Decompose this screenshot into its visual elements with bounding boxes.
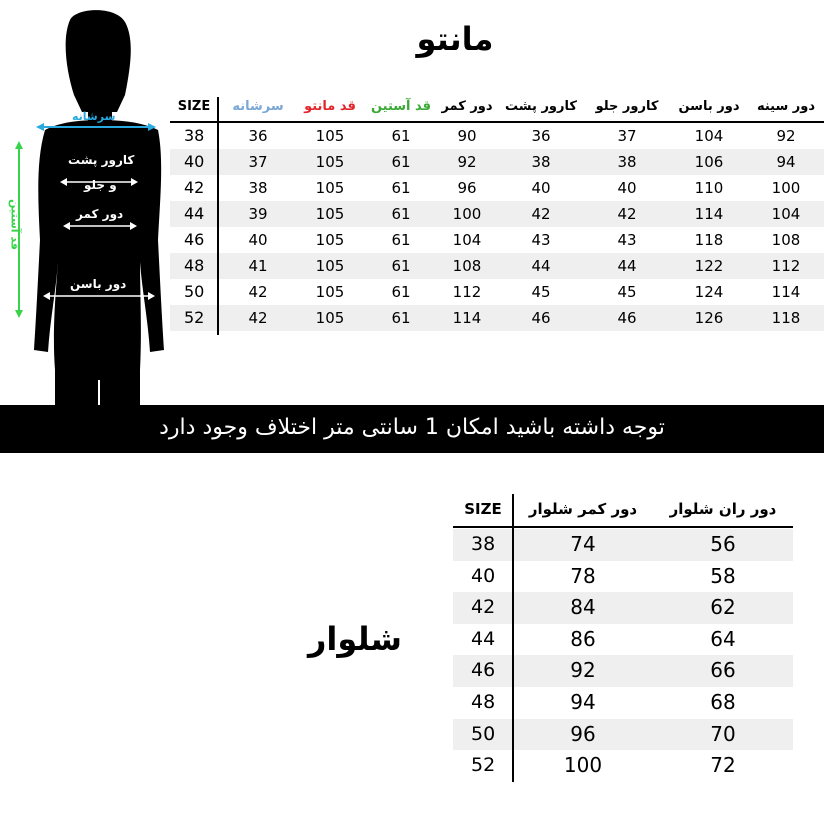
manto-column-header: سرشانه [232, 99, 284, 114]
table-cell: 42 [248, 283, 268, 301]
table-row [453, 655, 793, 687]
table-cell: 43 [617, 231, 637, 249]
table-cell: 94 [570, 690, 596, 714]
table-cell: 105 [315, 257, 345, 275]
sleeve-label: قد آستین [8, 199, 22, 250]
table-cell: 38 [617, 153, 637, 171]
table-cell: 58 [710, 563, 736, 588]
table-cell: 86 [570, 626, 596, 651]
manto-size-header: SIZE [177, 99, 211, 114]
table-row [170, 279, 824, 305]
table-cell: 92 [570, 658, 596, 683]
table-cell: 61 [391, 283, 411, 301]
table-cell: 61 [391, 205, 411, 223]
shoulder-label: سرشانه [72, 110, 116, 123]
table-cell: 41 [248, 257, 268, 275]
table-row [170, 305, 824, 331]
table-cell: 61 [391, 309, 411, 327]
size-cell: 44 [184, 204, 205, 223]
table-cell: 45 [531, 283, 551, 301]
hip-label: دور باسن [70, 277, 127, 291]
manto-column-header: قد آستین [370, 99, 432, 114]
table-cell: 105 [315, 179, 345, 197]
manto-column-header: دور کمر [441, 99, 493, 114]
table-cell: 68 [710, 690, 736, 714]
table-cell: 46 [531, 309, 551, 327]
shalvar-column-header: دور ران شلوار [669, 500, 777, 518]
table-cell: 78 [570, 563, 596, 588]
table-cell: 36 [248, 127, 268, 145]
table-row [453, 719, 793, 751]
size-cell: 48 [471, 691, 496, 713]
table-cell: 61 [391, 153, 411, 171]
table-cell: 70 [710, 721, 736, 746]
size-cell: 48 [184, 256, 205, 275]
table-cell: 90 [457, 127, 477, 145]
table-cell: 39 [248, 205, 268, 223]
shalvar-size-header: SIZE [464, 500, 502, 518]
manto-column-header: دور سینه [756, 99, 816, 114]
table-cell: 64 [710, 626, 736, 651]
table-cell: 37 [248, 153, 268, 171]
size-cell: 52 [184, 308, 205, 327]
table-cell: 105 [315, 153, 345, 171]
table-cell: 84 [570, 595, 596, 620]
notice-text: توجه داشته باشید امکان 1 سانتی متر اختلاف وجود دارد [159, 415, 665, 440]
manto-column-header: کارور پشت [505, 99, 577, 114]
table-cell: 66 [710, 658, 736, 683]
table-cell: 114 [452, 309, 482, 327]
table-cell: 43 [531, 231, 551, 249]
carver-label-2: و جلو [84, 178, 117, 192]
table-cell: 108 [452, 257, 482, 275]
table-cell: 100 [452, 205, 482, 223]
table-row [170, 201, 824, 227]
table-cell: 104 [452, 231, 482, 249]
table-cell: 96 [457, 179, 477, 197]
table-cell: 92 [457, 153, 477, 171]
table-cell: 56 [710, 532, 736, 556]
table-row [170, 175, 824, 201]
manto-vertical-rule [217, 97, 219, 335]
table-cell: 40 [248, 231, 268, 249]
manto-column-header: قد مانتو [304, 99, 356, 114]
table-cell: 110 [694, 179, 724, 197]
table-cell: 104 [771, 205, 801, 223]
table-cell: 114 [771, 283, 801, 301]
table-row [170, 227, 824, 253]
table-cell: 124 [694, 283, 724, 301]
table-cell: 112 [771, 257, 801, 275]
table-row [453, 561, 793, 593]
table-cell: 38 [248, 179, 268, 197]
table-cell: 61 [391, 127, 411, 145]
size-cell: 52 [471, 754, 496, 777]
table-cell: 105 [315, 205, 345, 223]
table-cell: 100 [771, 179, 801, 197]
table-cell: 45 [617, 283, 637, 301]
table-row [453, 750, 793, 782]
table-cell: 61 [391, 257, 411, 275]
table-cell: 61 [391, 231, 411, 249]
shalvar-vertical-rule [512, 494, 514, 782]
manto-title: مانتو [416, 20, 494, 58]
size-cell: 42 [471, 596, 496, 619]
table-cell: 42 [248, 309, 268, 327]
shalvar-column-header: دور کمر شلوار [528, 500, 638, 518]
table-cell: 112 [452, 283, 482, 301]
table-cell: 42 [531, 205, 551, 223]
waist-label: دور کمر [76, 207, 124, 221]
table-row [453, 592, 793, 624]
manto-column-header: کارور جلو [595, 99, 659, 114]
table-cell: 42 [617, 205, 637, 223]
size-cell: 50 [184, 282, 205, 301]
table-cell: 61 [391, 179, 411, 197]
table-cell: 108 [771, 231, 801, 249]
table-cell: 40 [531, 179, 551, 197]
table-cell: 37 [617, 127, 637, 145]
table-cell: 44 [617, 257, 637, 275]
table-cell: 105 [315, 231, 345, 249]
table-cell: 126 [694, 309, 724, 327]
table-cell: 122 [694, 257, 724, 275]
table-cell: 92 [776, 127, 796, 145]
size-cell: 38 [184, 126, 205, 145]
table-cell: 94 [776, 153, 796, 171]
size-cell: 40 [471, 564, 496, 587]
table-cell: 106 [694, 153, 724, 171]
table-cell: 38 [531, 153, 551, 171]
table-cell: 100 [563, 753, 603, 778]
size-cell: 40 [184, 152, 205, 171]
size-cell: 42 [184, 178, 205, 197]
table-row [170, 123, 824, 149]
table-cell: 40 [617, 179, 637, 197]
table-cell: 118 [694, 231, 724, 249]
table-row [453, 529, 793, 561]
shalvar-title: شلوار [308, 620, 402, 658]
table-cell: 46 [617, 309, 637, 327]
table-cell: 96 [570, 721, 596, 746]
table-cell: 74 [570, 532, 596, 556]
size-cell: 50 [471, 722, 496, 745]
carver-label-1: کارور پشت [68, 153, 135, 167]
table-row [170, 149, 824, 175]
table-row [453, 687, 793, 719]
table-cell: 105 [315, 309, 345, 327]
table-cell: 36 [531, 127, 551, 145]
table-row [453, 624, 793, 656]
table-cell: 72 [710, 753, 736, 778]
size-cell: 38 [471, 533, 496, 555]
table-cell: 44 [531, 257, 551, 275]
table-cell: 62 [710, 595, 736, 620]
size-cell: 46 [184, 230, 205, 249]
shalvar-header-rule [453, 526, 793, 528]
table-row [170, 253, 824, 279]
table-cell: 114 [694, 205, 724, 223]
manto-column-header: دور باسن [678, 99, 740, 114]
table-cell: 104 [694, 127, 724, 145]
table-cell: 105 [315, 283, 345, 301]
table-cell: 118 [771, 309, 801, 327]
table-cell: 105 [315, 127, 345, 145]
size-cell: 46 [471, 659, 496, 682]
size-cell: 44 [471, 627, 496, 650]
manto-header-rule [170, 121, 824, 123]
notice-bar [0, 405, 824, 453]
